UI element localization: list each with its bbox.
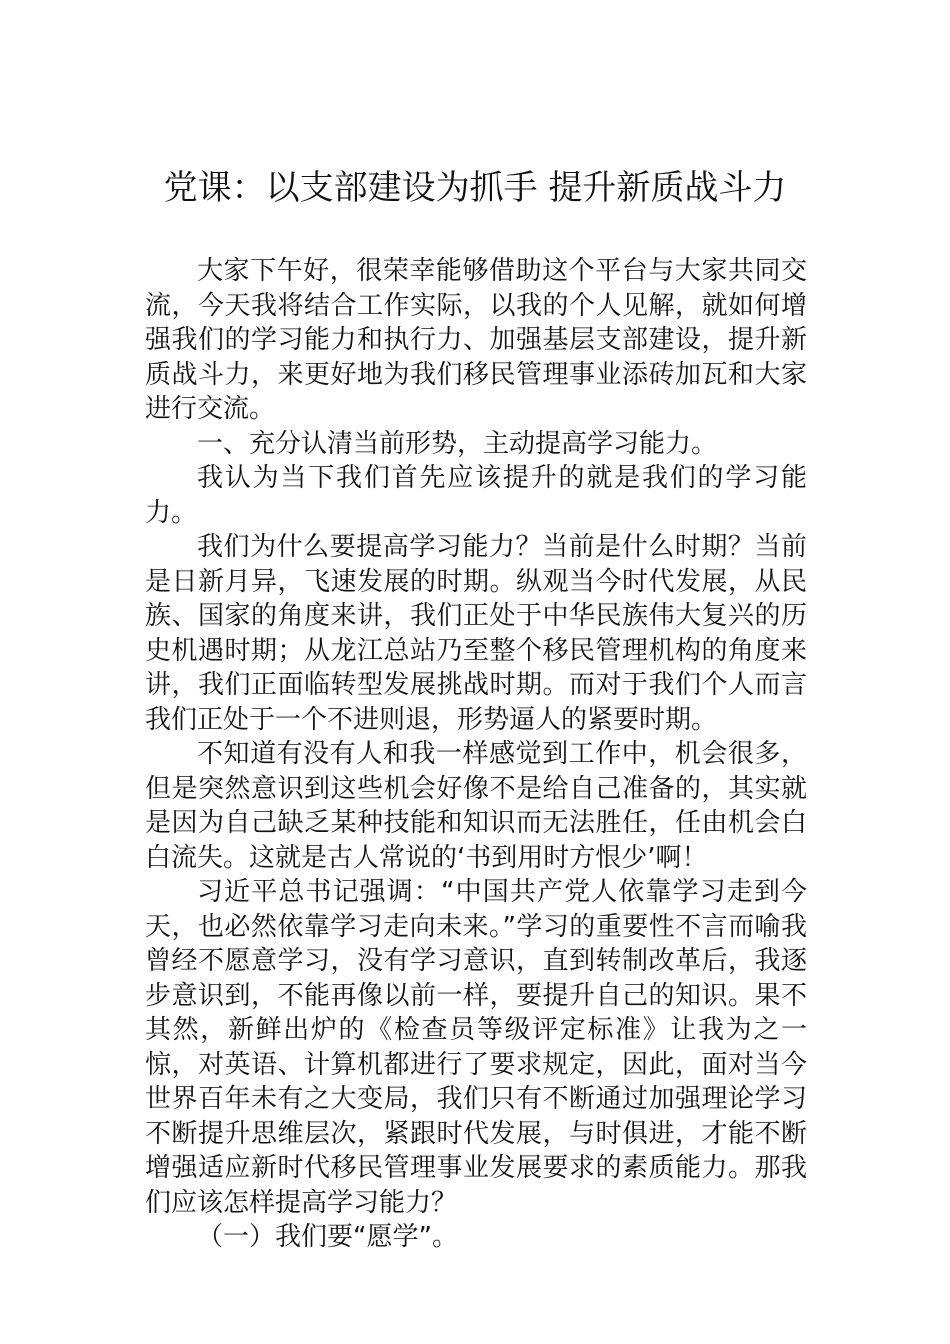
document-title: 党课：以支部建设为抓手 提升新质战斗力 [163,168,787,208]
subsection-heading-1: （一）我们要“愿学”。 [197,1222,458,1252]
paragraph: 习近平总书记强调：“中国共产党人依靠学习走到今天，也必然依靠学习走向未来。”学习的重要性不言而喻我曾经不愿意学习，没有学习意识，直到转制改革后，我逐步意识到，不能再像以前一样，要提升自己的知识。果不其然，新鲜出炉的《检查员等级评定标准》让我为之一惊，对英语、计算机都进行了要求规定，因此，面对当今世界百年未有之大变局，我们只有不断通过加强理论学习不断提升思维层次，紧跟时代发展，与时俱进，才能不断增强适应新时代移民管理事业发展要求的素质能力。那我们应该怎样提高学习能力？ [145,877,807,1218]
paragraph: 不知道有没有人和我一样感觉到工作中，机会很多，但是突然意识到这些机会好像不是给自己准备的，其实就是因为自己缺乏某种技能和知识而无法胜任，任由机会白白流失。这就是古人常说的‘书到用时方恨少’啊！ [145,739,807,873]
section-heading-1: 一、充分认清当前形势，主动提高学习能力。 [197,428,718,459]
document-body [145,254,807,1255]
paragraph: 我们为什么要提高学习能力？当前是什么时期？当前是日新月异，飞速发展的时期。纵观当今时代发展，从民族、国家的角度来讲，我们正处于中华民族伟大复兴的历史机遇时期；从龙江总站乃至整个移民管理机构的角度来讲，我们正面临转型发展挑战时期。而对于我们个人而言我们正处于一个不进则退，形势逼人的紧要时期。 [145,532,807,735]
paragraph-greeting: 大家下午好，很荣幸能够借助这个平台与大家共同交流，今天我将结合工作实际，以我的个人见解，就如何增强我们的学习能力和执行力、加强基层支部建设，提升新质战斗力，来更好地为我们移民管理事业添砖加瓦和大家进行交流。 [145,256,807,424]
paragraph: 我认为当下我们首先应该提升的就是我们的学习能力。 [145,463,807,528]
